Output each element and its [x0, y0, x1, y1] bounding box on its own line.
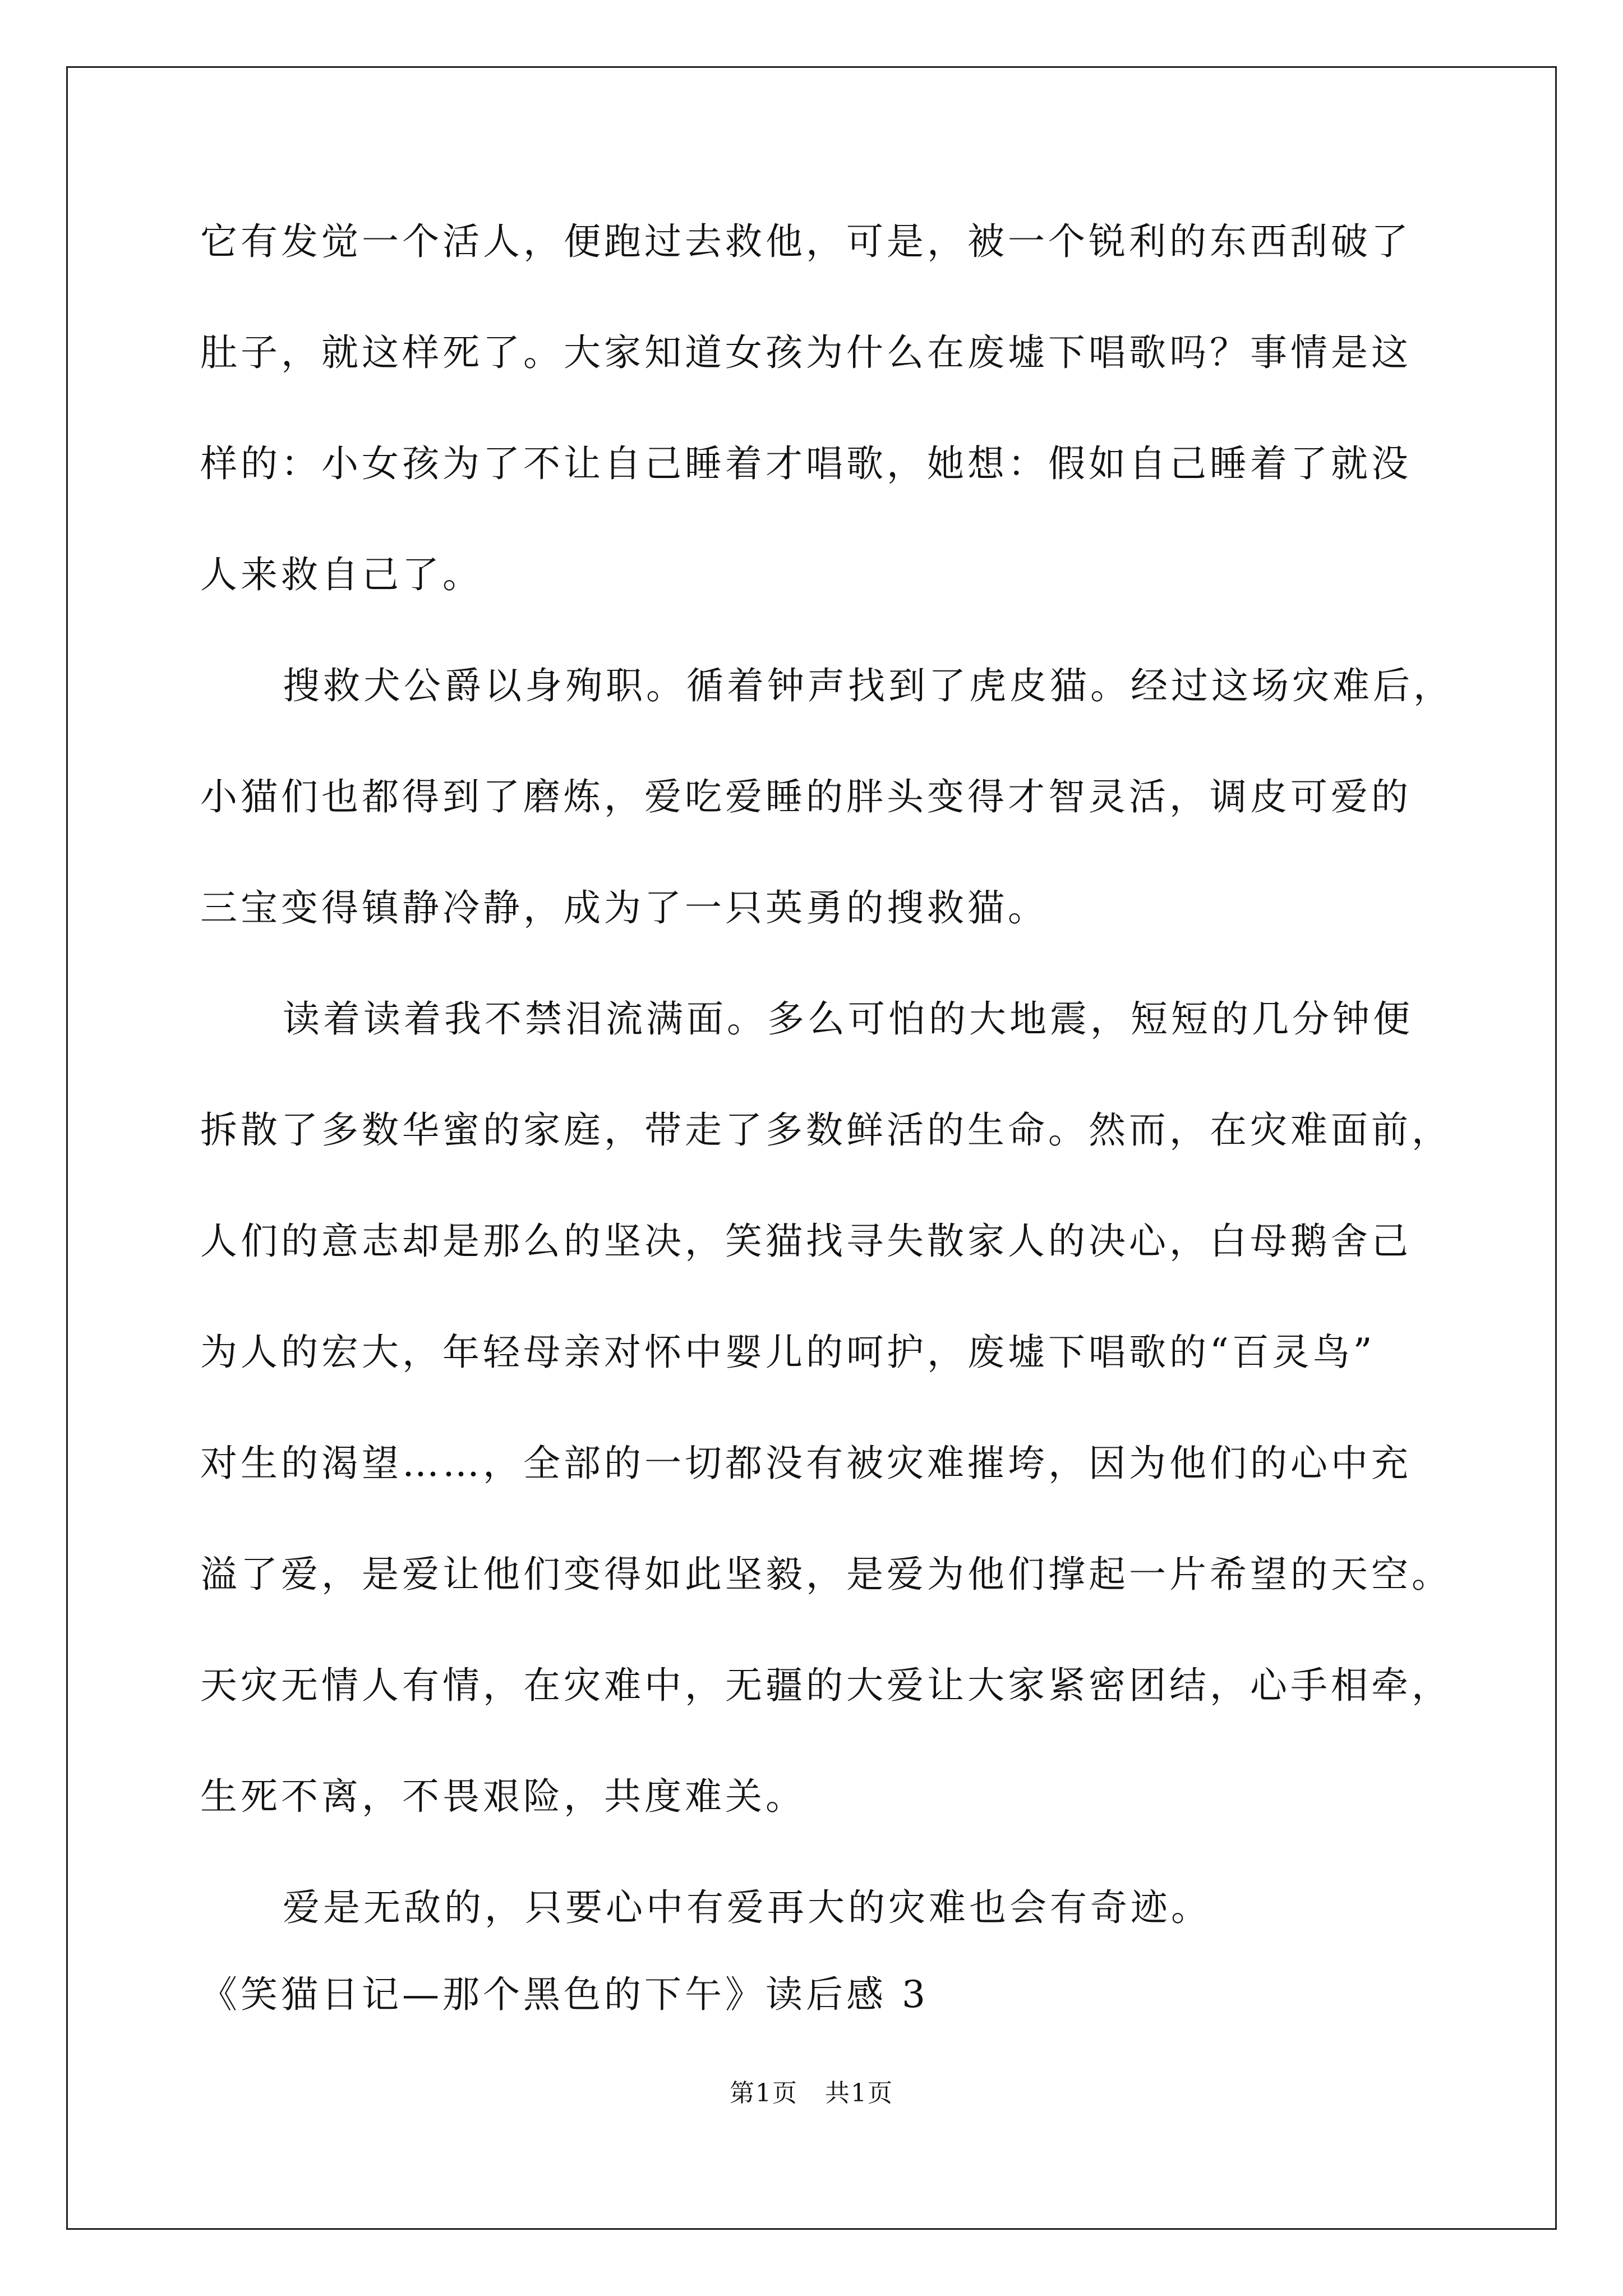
paragraph-line: 样的：小女孩为了不让自己睡着才唱歌，她想：假如自己睡着了就没: [200, 442, 1412, 485]
paragraph-line: 搜救犬公爵以身殉职。循着钟声找到了虎皮猫。经过这场灾难后，: [283, 664, 1454, 707]
paragraph-line: 三宝变得镇静冷静，成为了一只英勇的搜救猫。: [200, 886, 1048, 930]
paragraph-line: 读着读着我不禁泪流满面。多么可怕的大地震，短短的几分钟便: [283, 997, 1413, 1041]
page-footer: [0, 2081, 1623, 2106]
paragraph-line: 对生的渴望……，全部的一切都没有被灾难摧垮，因为他们的心中充: [200, 1442, 1412, 1485]
paragraph-line: 爱是无敌的，只要心中有爱再大的灾难也会有奇迹。: [283, 1886, 1211, 1929]
paragraph-line: 人们的意志却是那么的坚决，笑猫找寻失散家人的决心，白母鹅舍己: [200, 1220, 1412, 1263]
paragraph-line: 小猫们也都得到了磨炼，爱吃爱睡的胖头变得才智灵活，调皮可爱的: [200, 775, 1412, 818]
page-number: 第1页: [730, 2079, 798, 2108]
paragraph-line: 天灾无情人有情，在灾难中，无疆的大爱让大家紧密团结，心手相牵，: [200, 1664, 1452, 1707]
page-total: 共1页: [825, 2079, 893, 2108]
paragraph-line: 它有发觉一个活人，便跑过去救他，可是，被一个锐利的东西刮破了: [200, 220, 1412, 263]
paragraph-line: 拆散了多数华蜜的家庭，带走了多数鲜活的生命。然而，在灾难面前，: [200, 1108, 1452, 1152]
paragraph-line: 溢了爱，是爱让他们变得如此坚毅，是爱为他们撑起一片希望的天空。: [200, 1553, 1452, 1596]
paragraph-line: 生死不离，不畏艰险，共度难关。: [200, 1775, 806, 1818]
paragraph-line: 人来救自己了。: [200, 553, 483, 596]
section-heading: 《笑猫日记—那个黑色的下午》读后感 3: [200, 1973, 929, 2016]
paragraph-line: 肚子，就这样死了。大家知道女孩为什么在废墟下唱歌吗？事情是这: [200, 331, 1412, 374]
paragraph-line: 为人的宏大，年轻母亲对怀中婴儿的呵护，废墟下唱歌的“百灵鸟”: [200, 1331, 1376, 1374]
